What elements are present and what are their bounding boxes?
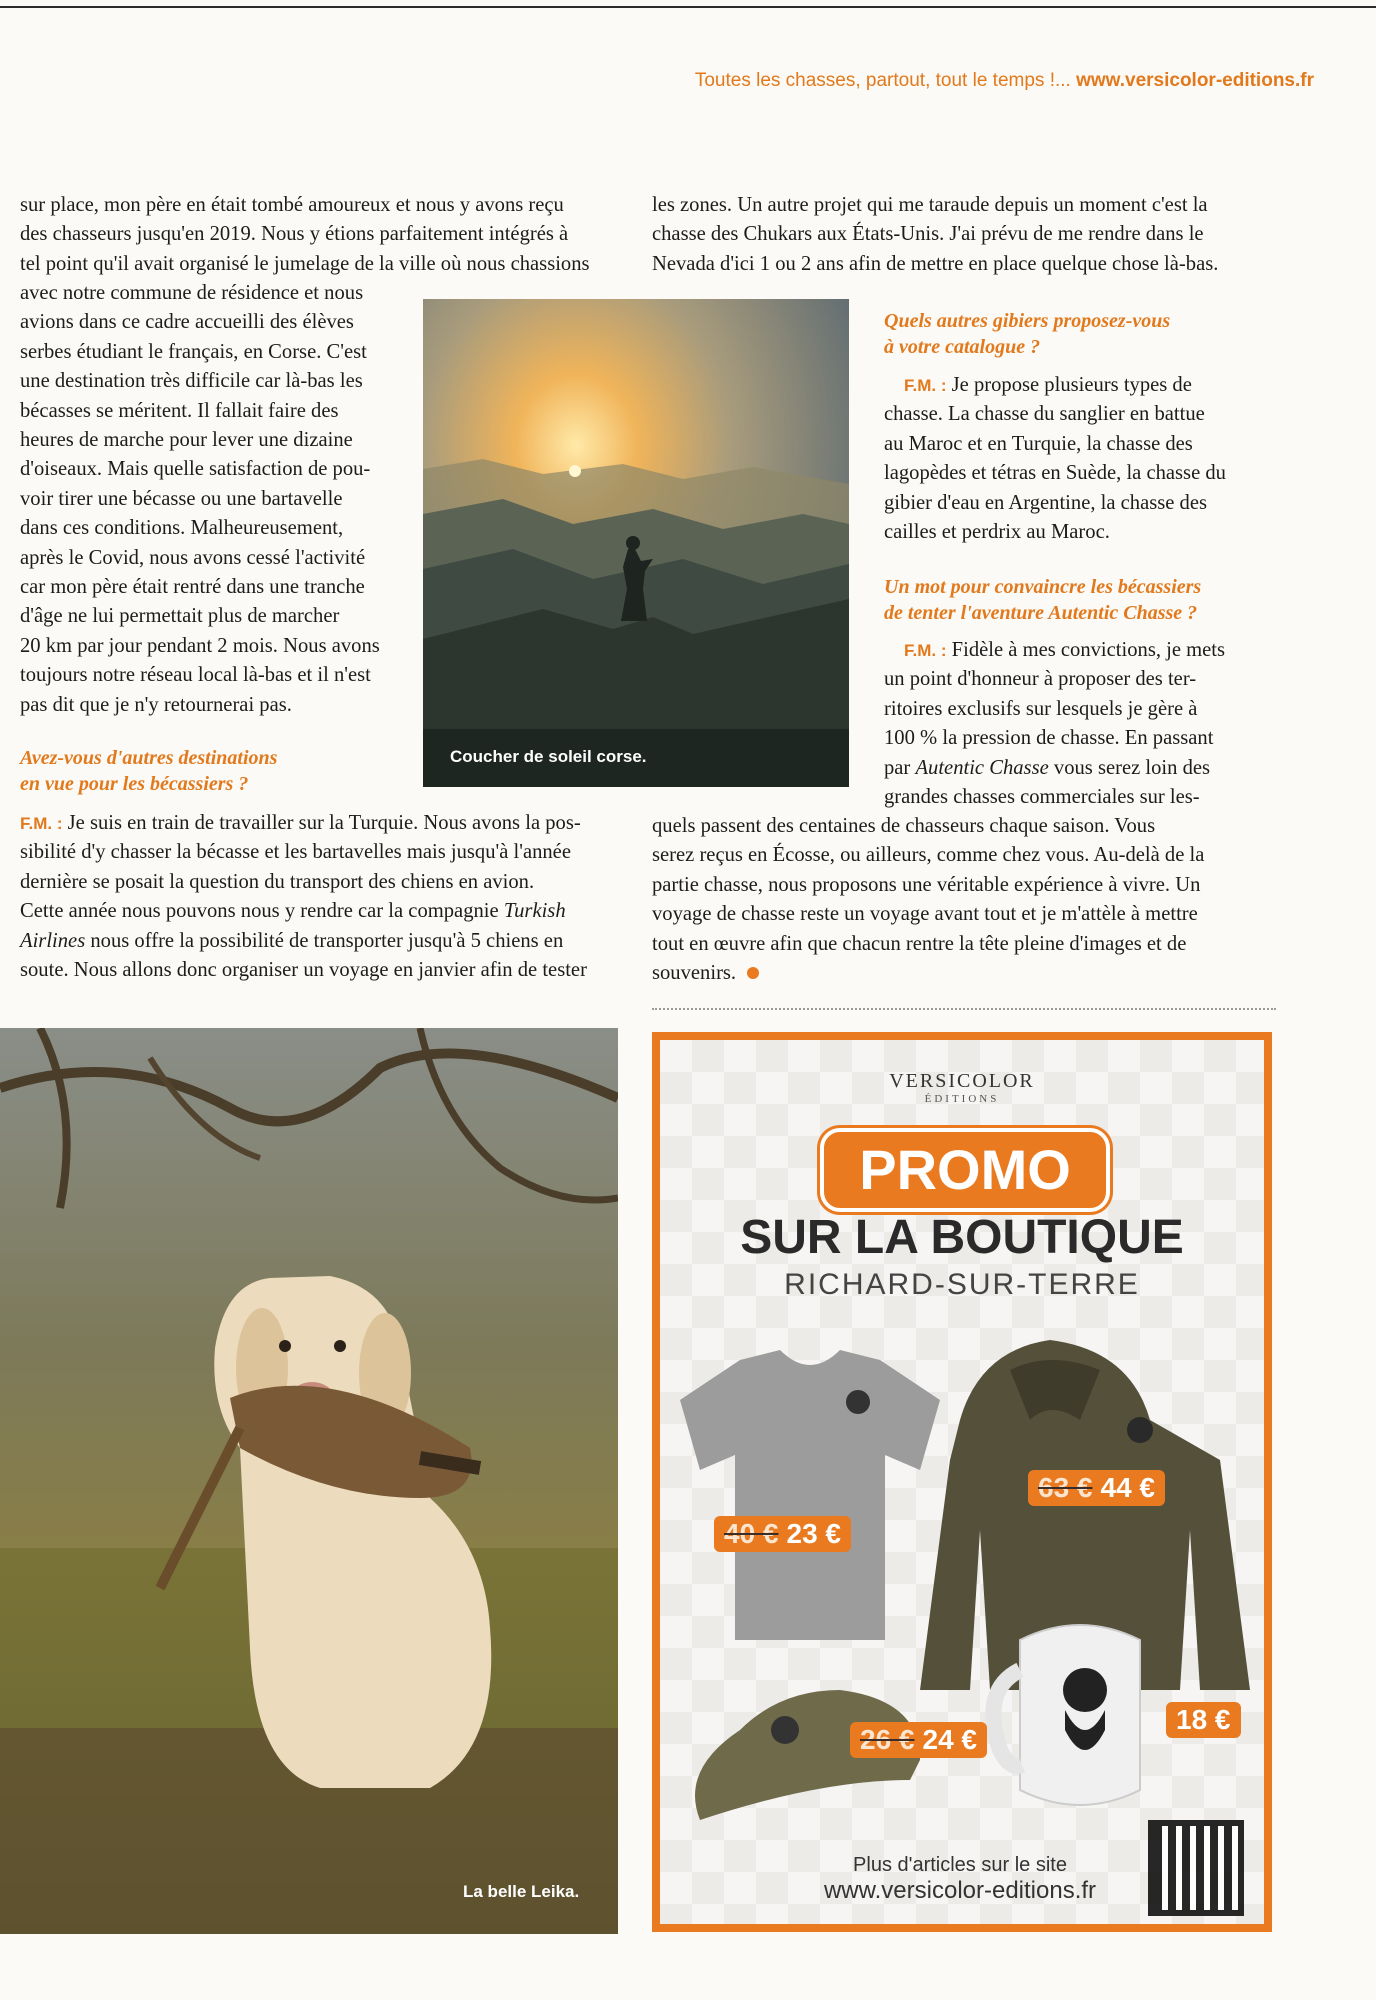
fm-label: F.M. : xyxy=(904,641,947,660)
tshirt-price xyxy=(714,1516,851,1552)
text-line: au Maroc et en Turquie, la chasse des xyxy=(884,432,1193,455)
text-span: par xyxy=(884,756,911,779)
text-line: voir tirer une bécasse ou une bartavelle xyxy=(20,487,343,510)
text-span: vous serez loin des xyxy=(1053,756,1211,779)
text-line: tout en œuvre afin que chacun rentre la tête pleine d'images et de xyxy=(652,932,1187,955)
text-italic: Autentic Chasse xyxy=(915,756,1049,779)
text-line: 20 km par jour pendant 2 mois. Nous avons xyxy=(20,634,380,657)
answer-convaincre xyxy=(884,636,1270,812)
answer-convaincre-full xyxy=(652,812,1270,988)
new-price: 18 € xyxy=(1176,1704,1231,1735)
text-line: pas dit que je n'y retournerai pas. xyxy=(20,693,292,716)
page-top-rule xyxy=(0,6,1376,8)
text-line xyxy=(20,927,618,956)
left-column-top xyxy=(20,191,618,279)
dog-photo xyxy=(0,1028,618,1934)
old-price: 40 € xyxy=(724,1518,779,1549)
text-span: Fidèle à mes convictions, je mets xyxy=(951,639,1226,661)
qr-code-icon[interactable] xyxy=(1148,1820,1244,1916)
new-price: 23 € xyxy=(786,1518,841,1549)
section-divider xyxy=(652,1008,1276,1010)
promo-badge: PROMO xyxy=(820,1128,1110,1212)
text-line: ritoires exclusifs sur lesquels je gère à xyxy=(884,697,1198,720)
sunset-photo xyxy=(423,299,849,787)
text-span: Cette année nous pouvons nous y rendre car la compagnie xyxy=(20,900,499,923)
old-price: 63 € xyxy=(1038,1472,1093,1503)
new-price: 24 € xyxy=(922,1724,977,1755)
answer-gibiers xyxy=(884,371,1270,547)
text-line: bécasses se méritent. Il fallait faire des xyxy=(20,399,339,422)
text-line: quels passent des centaines de chasseurs chaque saison. Vous xyxy=(652,815,1156,837)
text-line xyxy=(652,959,1270,988)
text-line: les zones. Un autre projet qui me taraude depuis un moment c'est la xyxy=(652,194,1208,216)
text-line: d'oiseaux. Mais quelle satisfaction de pou- xyxy=(20,458,371,481)
text-italic: Airlines xyxy=(20,929,86,952)
brand-name: VERSICOLOR xyxy=(889,1070,1035,1092)
answer-destinations xyxy=(20,809,618,985)
text-line xyxy=(884,636,1270,665)
text-line: voyage de chasse reste un voyage avant tout et je m'attèle à mettre xyxy=(652,903,1198,926)
text-line: dans ces conditions. Malheureusement, xyxy=(20,517,344,540)
text-line: 100 % la pression de chasse. En passant xyxy=(884,727,1214,750)
tshirt-icon xyxy=(680,1350,940,1640)
cap-price xyxy=(850,1722,987,1758)
old-price: 26 € xyxy=(860,1724,915,1755)
text-span: nous offre la possibilité de transporter jusqu'à 5 chiens en xyxy=(90,929,564,952)
brand-sub: ÉDITIONS xyxy=(924,1093,1000,1105)
text-line: serez reçus en Écosse, ou ailleurs, comme chez vous. Au-delà de la xyxy=(652,844,1205,867)
question-gibiers: Quels autres gibiers proposez-vous à votre catalogue ? xyxy=(884,310,1171,358)
text-line: Nevada d'ici 1 ou 2 ans afin de mettre en place quelque chose là-bas. xyxy=(652,252,1219,275)
header-tagline: Toutes les chasses, partout, tout le temps !... xyxy=(694,70,1071,91)
text-line: un point d'honneur à proposer des ter- xyxy=(884,668,1197,691)
text-line: dernière se posait la question du transport des chiens en avion. xyxy=(20,870,535,893)
fm-label: F.M. : xyxy=(904,376,947,395)
dog-caption: La belle Leika. xyxy=(463,1882,580,1901)
question-destinations: Avez-vous d'autres destinations en vue pour les bécassiers ? xyxy=(20,747,278,795)
text-line: une destination très difficile car là-bas les xyxy=(20,370,363,393)
text-line: car mon père était rentré dans une tranche xyxy=(20,576,365,599)
promo-brand xyxy=(660,1070,1264,1105)
text-line: partie chasse, nous proposons une véritable expérience à vivre. Un xyxy=(652,873,1201,896)
promo-products xyxy=(660,1310,1264,1850)
fm-label: F.M. : xyxy=(20,814,63,833)
sunset-caption: Coucher de soleil corse. xyxy=(450,747,647,766)
hoodie-price xyxy=(1028,1470,1165,1506)
text-line: après le Covid, nous avons cessé l'activité xyxy=(20,546,366,569)
text-line: gibier d'eau en Argentine, la chasse des xyxy=(884,491,1207,514)
text-line: toujours notre réseau local là-bas et il n'est xyxy=(20,664,371,687)
text-line xyxy=(884,754,1270,783)
sunset-illustration xyxy=(423,299,849,787)
promo-subtitle: RICHARD-SUR-TERRE xyxy=(784,1268,1140,1301)
text-line: tel point qu'il avait organisé le jumelage de la ville où nous chassions xyxy=(20,252,590,275)
text-line: des chasseurs jusqu'en 2019. Nous y étions parfaitement intégrés à xyxy=(20,223,569,246)
text-line: chasse des Chukars aux États-Unis. J'ai prévu de me rendre dans le xyxy=(652,223,1204,246)
text-line: chasse. La chasse du sanglier en battue xyxy=(884,403,1205,426)
text-line: soute. Nous allons donc organiser un voyage en janvier afin de tester xyxy=(20,959,587,982)
text-span: Je suis en train de travailler sur la Turquie. Nous avons la pos- xyxy=(67,812,581,834)
dog-illustration xyxy=(0,1028,618,1934)
left-column-narrow xyxy=(20,279,390,720)
text-line: avec notre commune de résidence et nous xyxy=(20,282,364,304)
text-line: avions dans ce cadre accueilli des élèves xyxy=(20,311,354,334)
text-line xyxy=(20,897,618,926)
text-line: sur place, mon père en était tombé amoureux et nous y avons reçu xyxy=(20,194,564,216)
mug-icon xyxy=(1020,1625,1140,1805)
right-column-top xyxy=(652,191,1270,279)
end-mark-icon xyxy=(747,967,759,979)
text-line xyxy=(20,809,618,838)
text-line: cailles et perdrix au Maroc. xyxy=(884,521,1110,544)
text-span: souvenirs. xyxy=(652,962,737,985)
text-line: sibilité d'y chasser la bécasse et les bartavelles mais jusqu'à l'année xyxy=(20,841,571,864)
promo-footer xyxy=(780,1854,1140,1905)
page-header xyxy=(695,70,1314,92)
promo-ad[interactable] xyxy=(652,1032,1272,1932)
text-line: grandes chasses commerciales sur les- xyxy=(884,786,1200,809)
text-italic: Turkish xyxy=(503,900,566,923)
promo-site-link[interactable]: www.versicolor-editions.fr xyxy=(823,1877,1097,1904)
new-price: 44 € xyxy=(1100,1472,1155,1503)
text-line: lagopèdes et tétras en Suède, la chasse du xyxy=(884,462,1226,485)
text-line: serbes étudiant le français, en Corse. C'est xyxy=(20,340,367,363)
text-line xyxy=(884,371,1270,400)
promo-title: SUR LA BOUTIQUE xyxy=(740,1211,1184,1264)
mug-price xyxy=(1166,1702,1241,1738)
question-convaincre: Un mot pour convaincre les bécassiers de tenter l'aventure Autentic Chasse ? xyxy=(884,576,1202,624)
text-span: Je propose plusieurs types de xyxy=(951,374,1192,396)
footer-line: Plus d'articles sur le site xyxy=(853,1854,1067,1876)
header-site-link[interactable]: www.versicolor-editions.fr xyxy=(1076,70,1314,91)
text-line: heures de marche pour lever une dizaine xyxy=(20,429,353,452)
text-line: d'âge ne lui permettait plus de marcher xyxy=(20,605,340,628)
